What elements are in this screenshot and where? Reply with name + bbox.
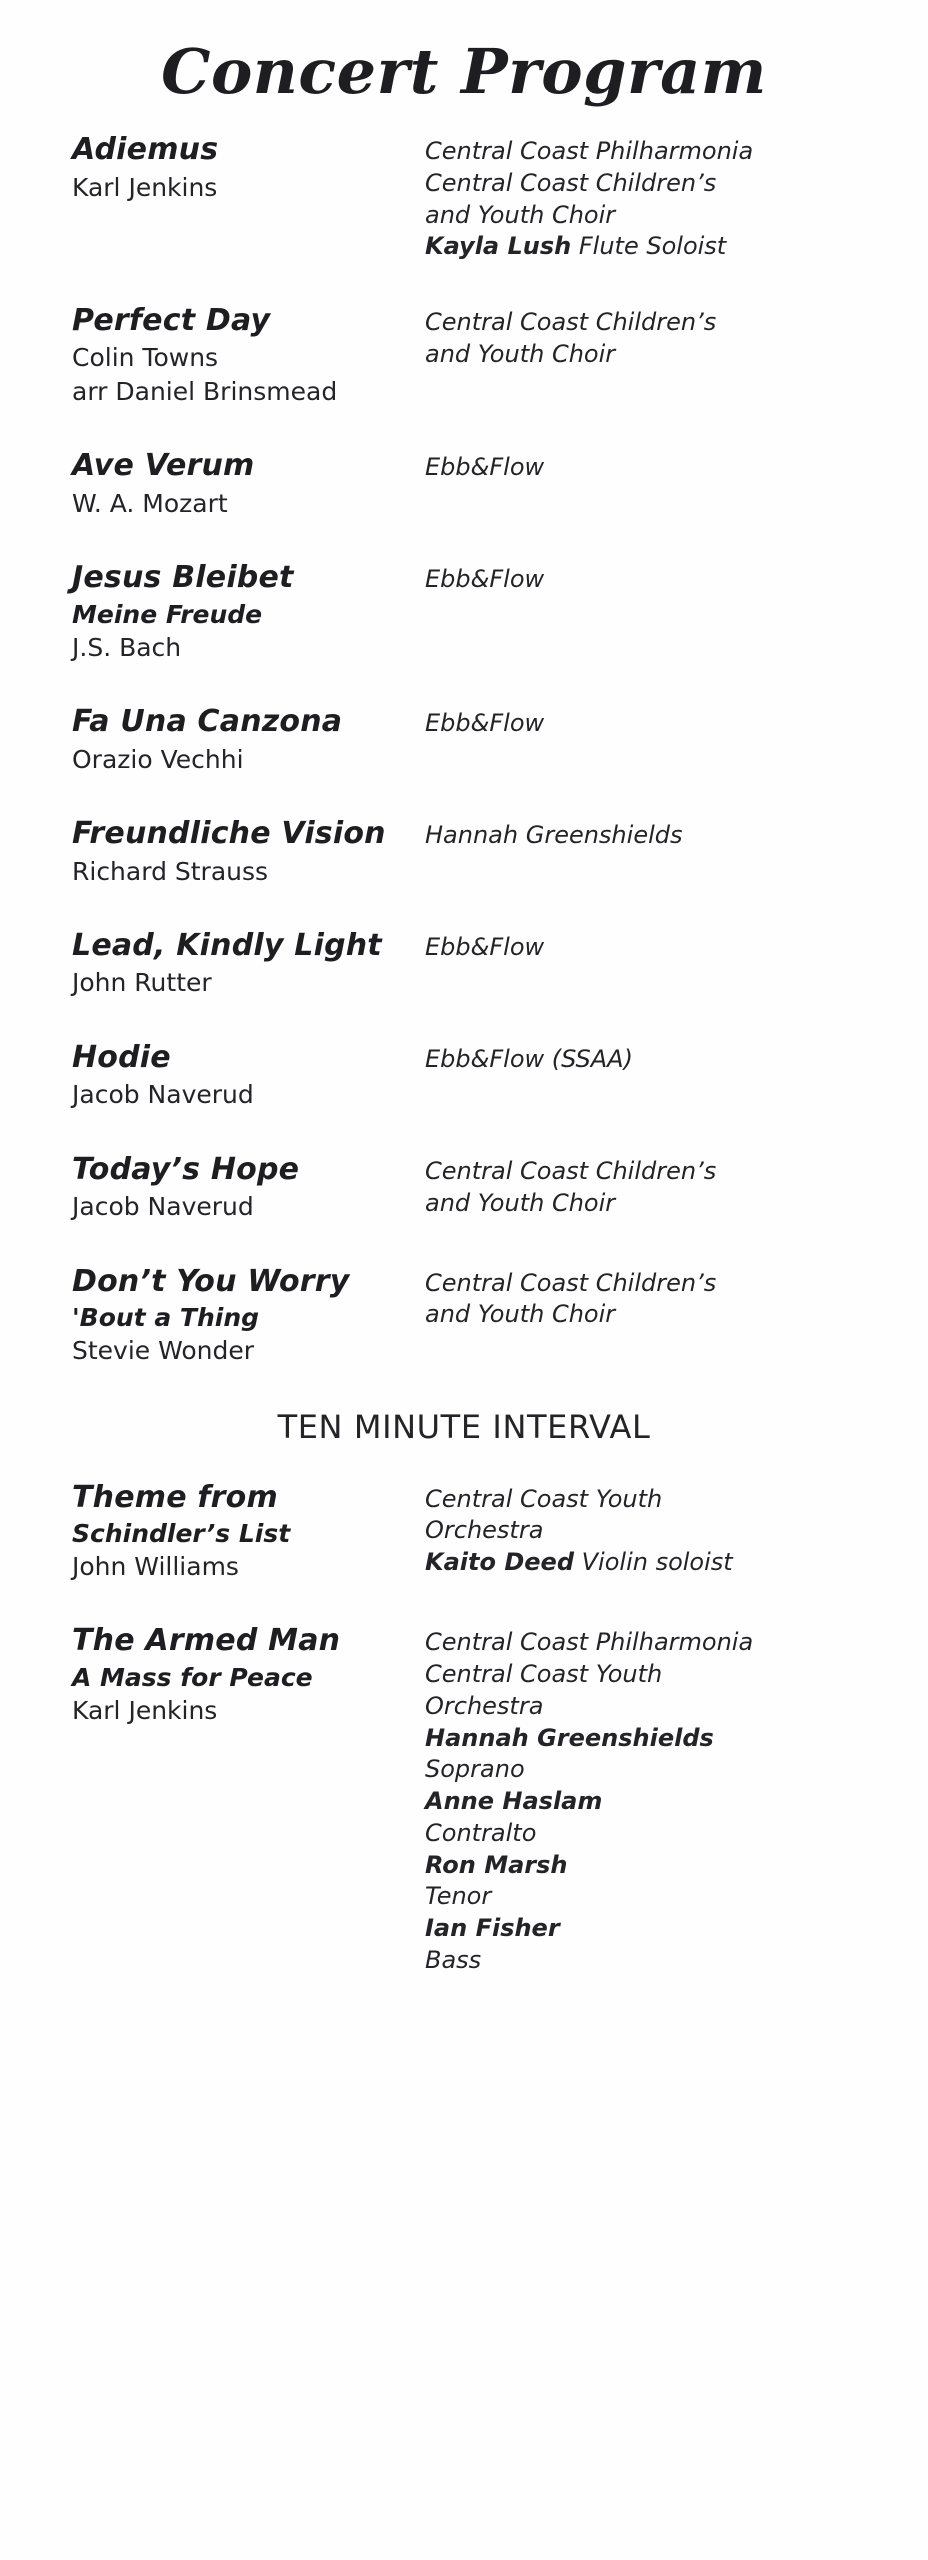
program-item bbox=[40, 448, 888, 520]
performer-line: Anne Haslam bbox=[425, 1787, 603, 1816]
program-item bbox=[40, 132, 888, 263]
work-title: Perfect Day bbox=[72, 303, 271, 339]
performer-line: Ebb&Flow bbox=[425, 933, 545, 962]
work-title: Freundliche Vision bbox=[72, 816, 386, 852]
performer-line: Ebb&Flow (SSAA) bbox=[425, 1044, 633, 1073]
program-item-work bbox=[40, 928, 425, 1000]
program-item-work bbox=[40, 1480, 425, 1584]
page-title: Concert Program bbox=[161, 35, 767, 108]
work-title: Jesus Bleibet bbox=[72, 560, 294, 596]
performer-line: Bass bbox=[425, 1945, 482, 1974]
program-item bbox=[40, 928, 888, 1000]
performer-line: Central Coast Children’s bbox=[425, 168, 717, 197]
work-title: Lead, Kindly Light bbox=[72, 928, 382, 964]
performer-line: Hannah Greenshields bbox=[425, 821, 683, 850]
program-item-work bbox=[40, 1264, 425, 1368]
program-item-performers bbox=[425, 704, 888, 740]
performer-line: Orchestra bbox=[425, 1516, 544, 1545]
program-item-performers bbox=[425, 816, 888, 852]
program-item bbox=[40, 704, 888, 776]
program-item-performers bbox=[425, 132, 888, 263]
soloist-name: Kayla Lush bbox=[425, 232, 572, 261]
program-item-performers bbox=[425, 1480, 888, 1579]
performer-line: Central Coast Philharmonia bbox=[425, 137, 754, 166]
work-title: Fa Una Canzona bbox=[72, 704, 343, 740]
program-item-work bbox=[40, 1040, 425, 1112]
performer-line bbox=[425, 1547, 888, 1578]
performer-line: Soprano bbox=[425, 1755, 525, 1784]
work-title: The Armed Man bbox=[72, 1623, 341, 1659]
composer-name: Orazio Vechhi bbox=[72, 744, 244, 774]
soloist-role: Violin soloist bbox=[574, 1548, 733, 1577]
composer-name: Stevie Wonder bbox=[72, 1336, 255, 1366]
composer-name: John Rutter bbox=[72, 968, 212, 998]
performer-line: Ian Fisher bbox=[425, 1913, 560, 1942]
soloist-role: Flute Soloist bbox=[571, 232, 727, 261]
program-item bbox=[40, 560, 888, 664]
performer-line: and Youth Choir bbox=[425, 339, 616, 368]
work-title: Today’s Hope bbox=[72, 1151, 300, 1187]
composer-name: Karl Jenkins bbox=[72, 1695, 218, 1725]
work-title: Don’t You Worry bbox=[72, 1263, 350, 1299]
composer-name: W. A. Mozart bbox=[72, 488, 228, 518]
composer-name: Karl Jenkins bbox=[72, 172, 218, 202]
composer-name: arr Daniel Brinsmead bbox=[72, 376, 338, 406]
composer-name: Jacob Naverud bbox=[72, 1080, 254, 1110]
program-item bbox=[40, 1040, 888, 1112]
work-title: Adiemus bbox=[72, 132, 219, 168]
performer-line: Central Coast Youth bbox=[425, 1660, 663, 1689]
performer-line: and Youth Choir bbox=[425, 1188, 616, 1217]
performer-line: Contralto bbox=[425, 1818, 537, 1847]
performer-line: Tenor bbox=[425, 1882, 492, 1911]
performer-line: Hannah Greenshields bbox=[425, 1723, 714, 1752]
program-item-work bbox=[40, 560, 425, 664]
performer-line: and Youth Choir bbox=[425, 200, 616, 229]
program-item-performers bbox=[425, 1264, 888, 1331]
work-title: Theme from bbox=[72, 1479, 278, 1515]
program-item-performers bbox=[425, 1152, 888, 1219]
composer-name: John Williams bbox=[72, 1551, 239, 1581]
performer-line: and Youth Choir bbox=[425, 1300, 616, 1329]
performer-line bbox=[425, 231, 888, 262]
program-item-work bbox=[40, 816, 425, 888]
soloist-name: Kaito Deed bbox=[425, 1548, 574, 1577]
work-title: Ave Verum bbox=[72, 448, 255, 484]
composer-name: Richard Strauss bbox=[72, 856, 269, 886]
program-item-performers bbox=[425, 560, 888, 596]
work-subtitle: A Mass for Peace bbox=[72, 1662, 313, 1692]
program-item-performers bbox=[425, 1623, 888, 1976]
work-subtitle: 'Bout a Thing bbox=[72, 1303, 260, 1333]
work-subtitle: Meine Freude bbox=[72, 599, 263, 629]
program-item-work bbox=[40, 704, 425, 776]
program-item bbox=[40, 1623, 888, 1976]
program-item-work bbox=[40, 132, 425, 204]
program-item bbox=[40, 816, 888, 888]
performer-line: Ebb&Flow bbox=[425, 565, 545, 594]
program-item-performers bbox=[425, 448, 888, 484]
performer-line: Central Coast Philharmonia bbox=[425, 1628, 754, 1657]
program-item-performers bbox=[425, 303, 888, 370]
performer-line: Ron Marsh bbox=[425, 1850, 568, 1879]
program-list bbox=[40, 132, 888, 1976]
composer-name: Colin Towns bbox=[72, 343, 219, 373]
program-item-work bbox=[40, 1623, 425, 1727]
program-item-performers bbox=[425, 928, 888, 964]
program-item bbox=[40, 1152, 888, 1224]
performer-line: Central Coast Children’s bbox=[425, 1156, 717, 1185]
performer-line: Ebb&Flow bbox=[425, 709, 545, 738]
program-item-performers bbox=[425, 1040, 888, 1076]
program-item-work bbox=[40, 303, 425, 408]
program-item bbox=[40, 303, 888, 408]
work-subtitle: Schindler’s List bbox=[72, 1518, 291, 1548]
performer-line: Orchestra bbox=[425, 1691, 544, 1720]
performer-line: Central Coast Youth bbox=[425, 1484, 663, 1513]
performer-line: Ebb&Flow bbox=[425, 453, 545, 482]
interval-label: TEN MINUTE INTERVAL bbox=[277, 1407, 651, 1446]
program-item bbox=[40, 1264, 888, 1368]
program-item-work bbox=[40, 448, 425, 520]
composer-name: Jacob Naverud bbox=[72, 1192, 254, 1222]
performer-line: Central Coast Children’s bbox=[425, 1268, 717, 1297]
program-item bbox=[40, 1480, 888, 1584]
program-item-work bbox=[40, 1152, 425, 1224]
performer-line: Central Coast Children’s bbox=[425, 308, 717, 337]
composer-name: J.S. Bach bbox=[72, 632, 182, 662]
work-title: Hodie bbox=[72, 1039, 171, 1075]
